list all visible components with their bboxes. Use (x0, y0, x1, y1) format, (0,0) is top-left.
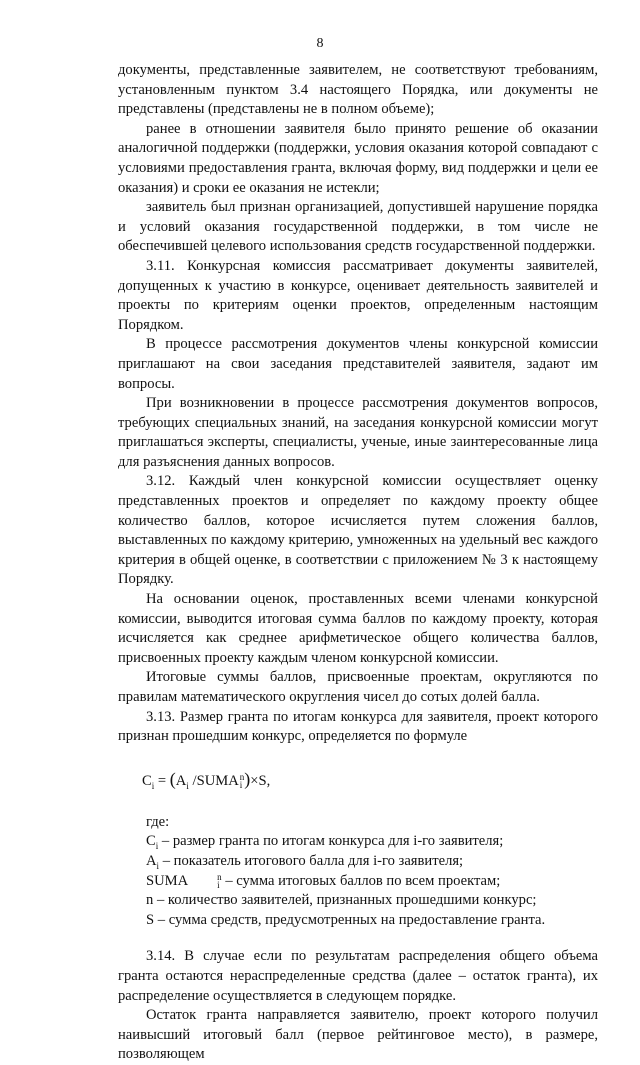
page-number: 8 (316, 36, 324, 51)
paragraph: 3.13. Размер гранта по итогам конкурса для заявителя, проект которого признан прошедшим конкурс, определяется по формуле (118, 708, 598, 745)
definition-item: n – количество заявителей, признанных прошедшими конкурс; (146, 892, 537, 909)
paragraph: заявитель был признан организацией, допустившей нарушение порядка и условий оказания государственной поддержки, в том числе не обеспечившей целевого использования средств государственной поддержки. (118, 199, 598, 255)
paragraph: 3.11. Конкурсная комиссия рассматривает документы заявителей, допущенных к участию в конкурсе, оценивает деятельность заявителей и проекты по критериям оценки проектов, определенным настоящим Порядком. (118, 257, 598, 333)
paragraph: В процессе рассмотрения документов члены конкурсной комиссии приглашают на свои заседания представителей заявителя, задают им вопросы. (118, 336, 598, 392)
paragraph: ранее в отношении заявителя было принято решение об оказании аналогичной поддержки (поддержки, условия оказания которой совпадают с условиями предоставления гранта, включая форму, вид поддержки и цели ее оказания) и сроки ее оказания не истекли; (118, 120, 598, 196)
definition-item: $A_i$ – показатель итогового балла для i-го заявителя; (146, 852, 464, 871)
paragraph: 3.14. В случае если по результатам распределения общего объема гранта остаются нераспределенные средства (далее – остаток гранта), их распределение осуществляется в следующем порядке. (118, 948, 598, 1004)
paragraph: 3.12. Каждый член конкурсной комиссии осуществляет оценку представленных проектов и определяет по каждому проекту общее количество баллов, которое исчисляется путем сложения баллов, выставленных по каждому критерию, умноженных на удельный вес каждого критерия в общей оценке, в соответствии с приложением № 3 к настоящему Порядку. (118, 473, 598, 588)
formula-definitions (118, 813, 598, 931)
definition-item: S – сумма средств, предусмотренных на предоставление гранта. (146, 911, 546, 928)
paragraph: документы, представленные заявителем, не соответствуют требованиям, установленным пунктом 3.4 настоящего Порядка, или документы не представлены (представлены не в полном объеме); (118, 62, 598, 118)
where-label: где: (146, 813, 170, 830)
document-body (118, 61, 598, 1065)
paragraph: Остаток гранта направляется заявителю, проект которого получил наивысший итоговый балл (первое рейтинговое место), в размере, позволяющем (118, 1007, 598, 1063)
paragraph: На основании оценок, проставленных всеми членами конкурсной комиссии, выводится итоговая сумма баллов по каждому проекту, которая исчисляется как среднее арифметическое общего количества баллов, присвоенных проекту каждым членом конкурсной комиссии. (118, 591, 598, 666)
paragraph: При возникновении в процессе рассмотрения документов вопросов, требующих специальных знаний, на заседания конкурсной комиссии могут приглашаться эксперты, специалисты, ученые, иные заинтересованные лица для разъяснения данных вопросов. (118, 395, 598, 470)
grant-formula: $C_i = (A_i$ /SUMA n i )×S, (142, 768, 271, 791)
definition-item: $C_i$ – размер гранта по итогам конкурса для i-го заявителя; (146, 833, 504, 852)
paragraph: Итоговые суммы баллов, присвоенные проектам, округляются по правилам математического округления чисел до сотых долей балла. (118, 669, 598, 705)
definition-item: SUMA n i – сумма итоговых баллов по всем проектам; (146, 872, 501, 891)
